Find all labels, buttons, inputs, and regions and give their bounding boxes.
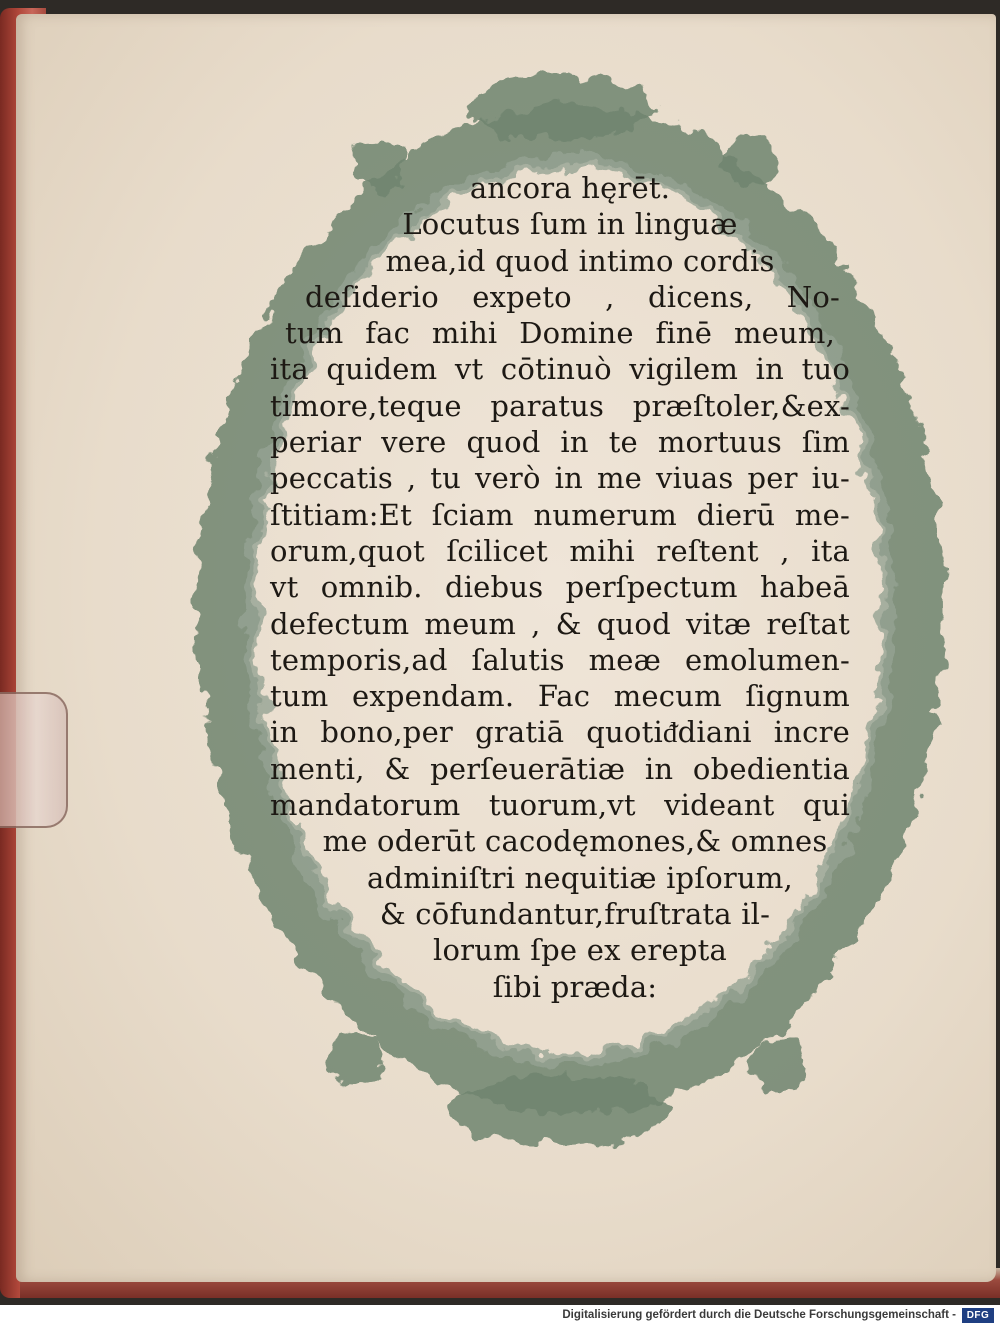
text-line: menti, & perſeuerātiæ in obedientia [270, 751, 850, 786]
text-line: lorum ſpe ex erepta [433, 933, 727, 968]
text-line: mandatorum tuorum,vt videant qui [270, 788, 850, 823]
text-line: ſtitiam:Et ſciam numerum dierū me- [270, 497, 850, 532]
text-line: mea,id quod intimo cordis [385, 243, 775, 278]
text-line: defectum meum , & quod vitæ reſtat [270, 606, 850, 641]
ornament-bottom-cartouche [450, 1076, 670, 1144]
text-line: tum expendam. Fac mecum ſignum [270, 679, 850, 714]
text-line: Locutus ſum in linguæ [402, 207, 738, 242]
ornament-scroll-bottom-right [752, 1037, 808, 1093]
ornament-top-cartouche [465, 76, 655, 140]
text-line: ita quidem vt cōtinuò vigilem in tuo [270, 352, 850, 387]
footer-bar [0, 1305, 1000, 1326]
text-line: vt omnib. diebus perſpectum habeā [270, 570, 850, 605]
ornament-scroll-bottom-left [327, 1032, 383, 1088]
text-line: temporis,ad ſalutis meæ emolumen- [270, 642, 850, 677]
text-line: adminiſtri nequitiæ ipſorum, [367, 860, 793, 895]
clasp-tab [0, 692, 68, 828]
text-line: deſiderio expeto , dicens, No- [305, 279, 840, 314]
text-line: in bono,per gratiā quotiᵭdiani incre [270, 715, 850, 750]
text-line: me oderūt cacodęmones,& omnes [322, 824, 828, 859]
text-line: ancora hęrēt. [469, 171, 671, 205]
text-line: tum fac mihi Domine finē meum, [285, 316, 835, 351]
text-line: timore,teque paratus præſtoler,&ex- [270, 388, 850, 423]
dfg-logo: DFG [962, 1308, 994, 1323]
text-line: ſibi præda: [492, 969, 658, 1004]
funding-credit: Digitalisierung gefördert durch die Deutsche Forschungsgemeinschaft - [562, 1309, 956, 1321]
text-line: & cōfundantur,fruſtrata il- [379, 896, 771, 931]
page-text [270, 170, 870, 1005]
text-line: peccatis , tu verò in me viuas per iu- [270, 461, 850, 496]
text-line: orum,quot ſcilicet mihi reſtent , ita [270, 533, 850, 568]
text-line: periar vere quod in te mortuus ſim [270, 425, 850, 460]
